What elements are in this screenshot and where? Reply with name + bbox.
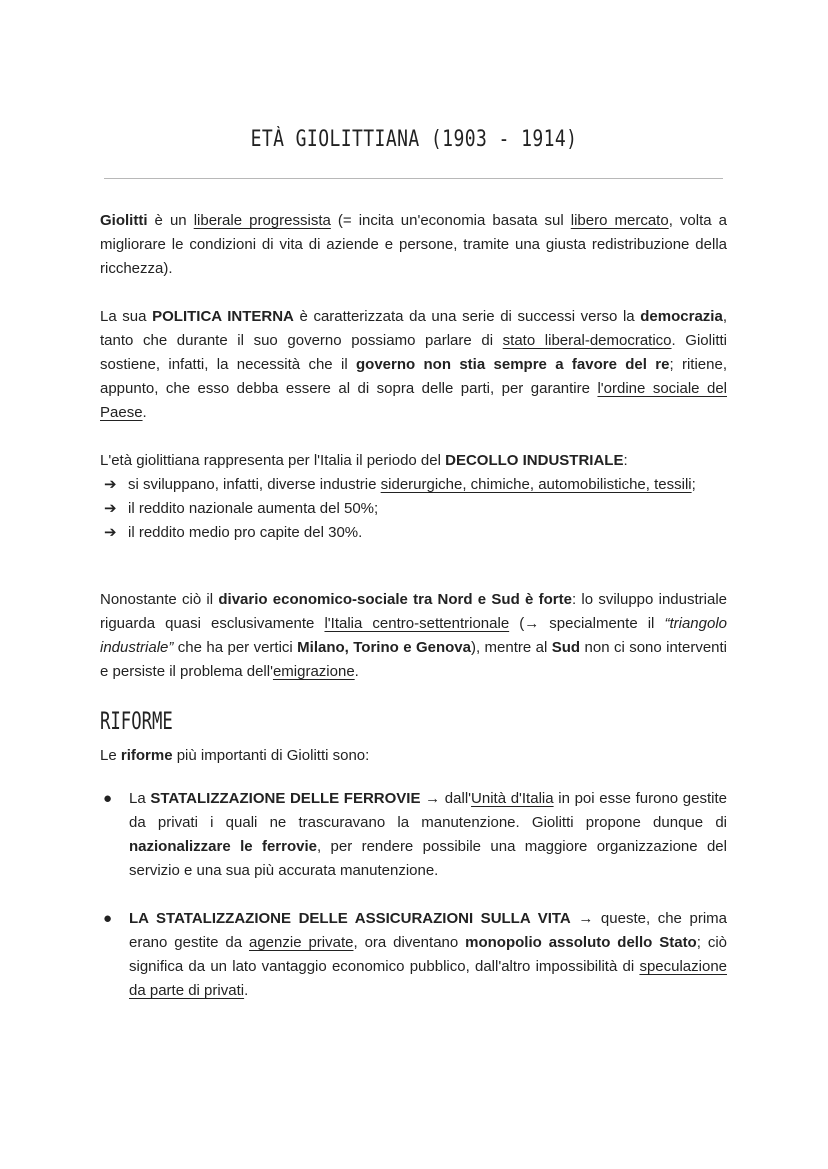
term-italia-centro-settentrionale: l'Italia centro-settentrionale [324,615,510,632]
paragraph-decollo [100,449,727,545]
term-politica-interna: POLITICA INTERNA [152,308,294,325]
term-liberale-progressista: liberale progressista [193,212,331,229]
title-divider [104,178,723,179]
term-agenzie-private: agenzie private [249,934,354,951]
paragraph-politica-interna: La sua POLITICA INTERNA è caratterizzata da una serie di successi verso la democrazia, tanto che durante il suo governo possiamo parlare di stato liberal-democratico. Giolitti sostiene, infatti, la necessità che il governo non stia sempre a favore del re; ritiene, appunto, che esso debba essere al di sopra delle parti, per garantire l'ordine sociale del Paese. [100,308,727,421]
term-monopolio: monopolio assoluto dello Stato [465,934,697,951]
page-title: ETÀ GIOLITTIANA (1903 - 1914) [250,127,578,152]
term-citta: Milano, Torino e Genova [297,639,471,656]
list-item: ➔ il reddito medio pro capite del 30%. [100,521,727,545]
decollo-list [100,473,727,545]
term-decollo-industriale: DECOLLO INDUSTRIALE [445,452,624,469]
paragraph-riforme-intro: Le riforme più importanti di Giolitti sono: [100,747,370,764]
arrow-bullet-icon: ➔ [104,524,117,541]
term-statalizzazione-ferrovie: STATALIZZAZIONE DELLE FERROVIE [150,790,421,807]
list-item: ➔ si sviluppano, infatti, diverse industrie siderurgiche, chimiche, automobilistiche, tessili; [100,473,727,497]
term-unita-italia: Unità d'Italia [471,790,554,807]
term-triangolo-industriale: “triangolo industriale” [100,615,727,656]
term-riforme: riforme [120,747,173,764]
term-divario: divario economico-sociale tra Nord e Sud è forte [218,591,572,608]
term-speculazione: speculazione da parte di privati [129,958,727,999]
term-stato-liberal-democratico: stato liberal-democratico [502,332,672,349]
dot-bullet-icon: ● [103,910,113,927]
term-governo-re: governo non stia sempre a favore del re [356,356,670,373]
term-industrie: siderurgiche, chimiche, automobilistiche, tessili [380,476,692,493]
term-emigrazione: emigrazione [272,663,355,680]
arrow-bullet-icon: ➔ [104,500,117,517]
riforme-list [100,787,727,1003]
decollo-intro: L'età giolittiana rappresenta per l'Italia il periodo del DECOLLO INDUSTRIALE: [100,452,628,469]
arrow-bullet-icon: ➔ [104,476,117,493]
list-item: ➔ il reddito nazionale aumenta del 50%; [100,497,727,521]
section-heading-riforme: RIFORME [100,707,173,735]
list-item: ● LA STATALIZZAZIONE DELLE ASSICURAZIONI SULLA VITA → queste, che prima erano gestite da agenzie private, ora diventano monopolio assoluto dello Stato; ciò significa da un lato vantaggio economico pubblico, dall'altro impossibilità di speculazione da parte di privati. [100,907,727,1003]
term-democrazia: democrazia [640,308,723,325]
paragraph-intro: Giolitti è un liberale progressista (= incita un'economia basata sul libero mercato, volta a migliorare le condizioni di vita di aziende e persone, tramite una giusta redistribuzione della ricchezza). [100,212,727,277]
paragraph-divario: Nonostante ciò il divario economico-sociale tra Nord e Sud è forte: lo sviluppo industriale riguarda quasi esclusivamente l'Italia centro-settentrionale (→ specialmente il “triangolo industriale” che ha per vertici Milano, Torino e Genova), mentre al Sud non ci sono interventi e persiste il problema dell'emigrazione. [100,591,727,680]
term-ordine-sociale: l'ordine sociale del Paese [100,380,727,421]
dot-bullet-icon: ● [103,790,113,807]
list-item: ● La STATALIZZAZIONE DELLE FERROVIE → dall'Unità d'Italia in poi esse furono gestite da privati i quali ne trascuravano la manutenzione. Giolitti propone dunque di nazionalizzare le ferrovie, per rendere possibile una maggiore organizzazione del servizio e una sua più accurata manutenzione. [100,787,727,883]
term-nazionalizzare: nazionalizzare le ferrovie [129,838,317,855]
term-giolitti: Giolitti [100,212,148,229]
term-libero-mercato: libero mercato [570,212,669,229]
term-statalizzazione-assicurazioni: LA STATALIZZAZIONE DELLE ASSICURAZIONI SULLA VITA [129,910,571,927]
term-sud: Sud [551,639,581,656]
